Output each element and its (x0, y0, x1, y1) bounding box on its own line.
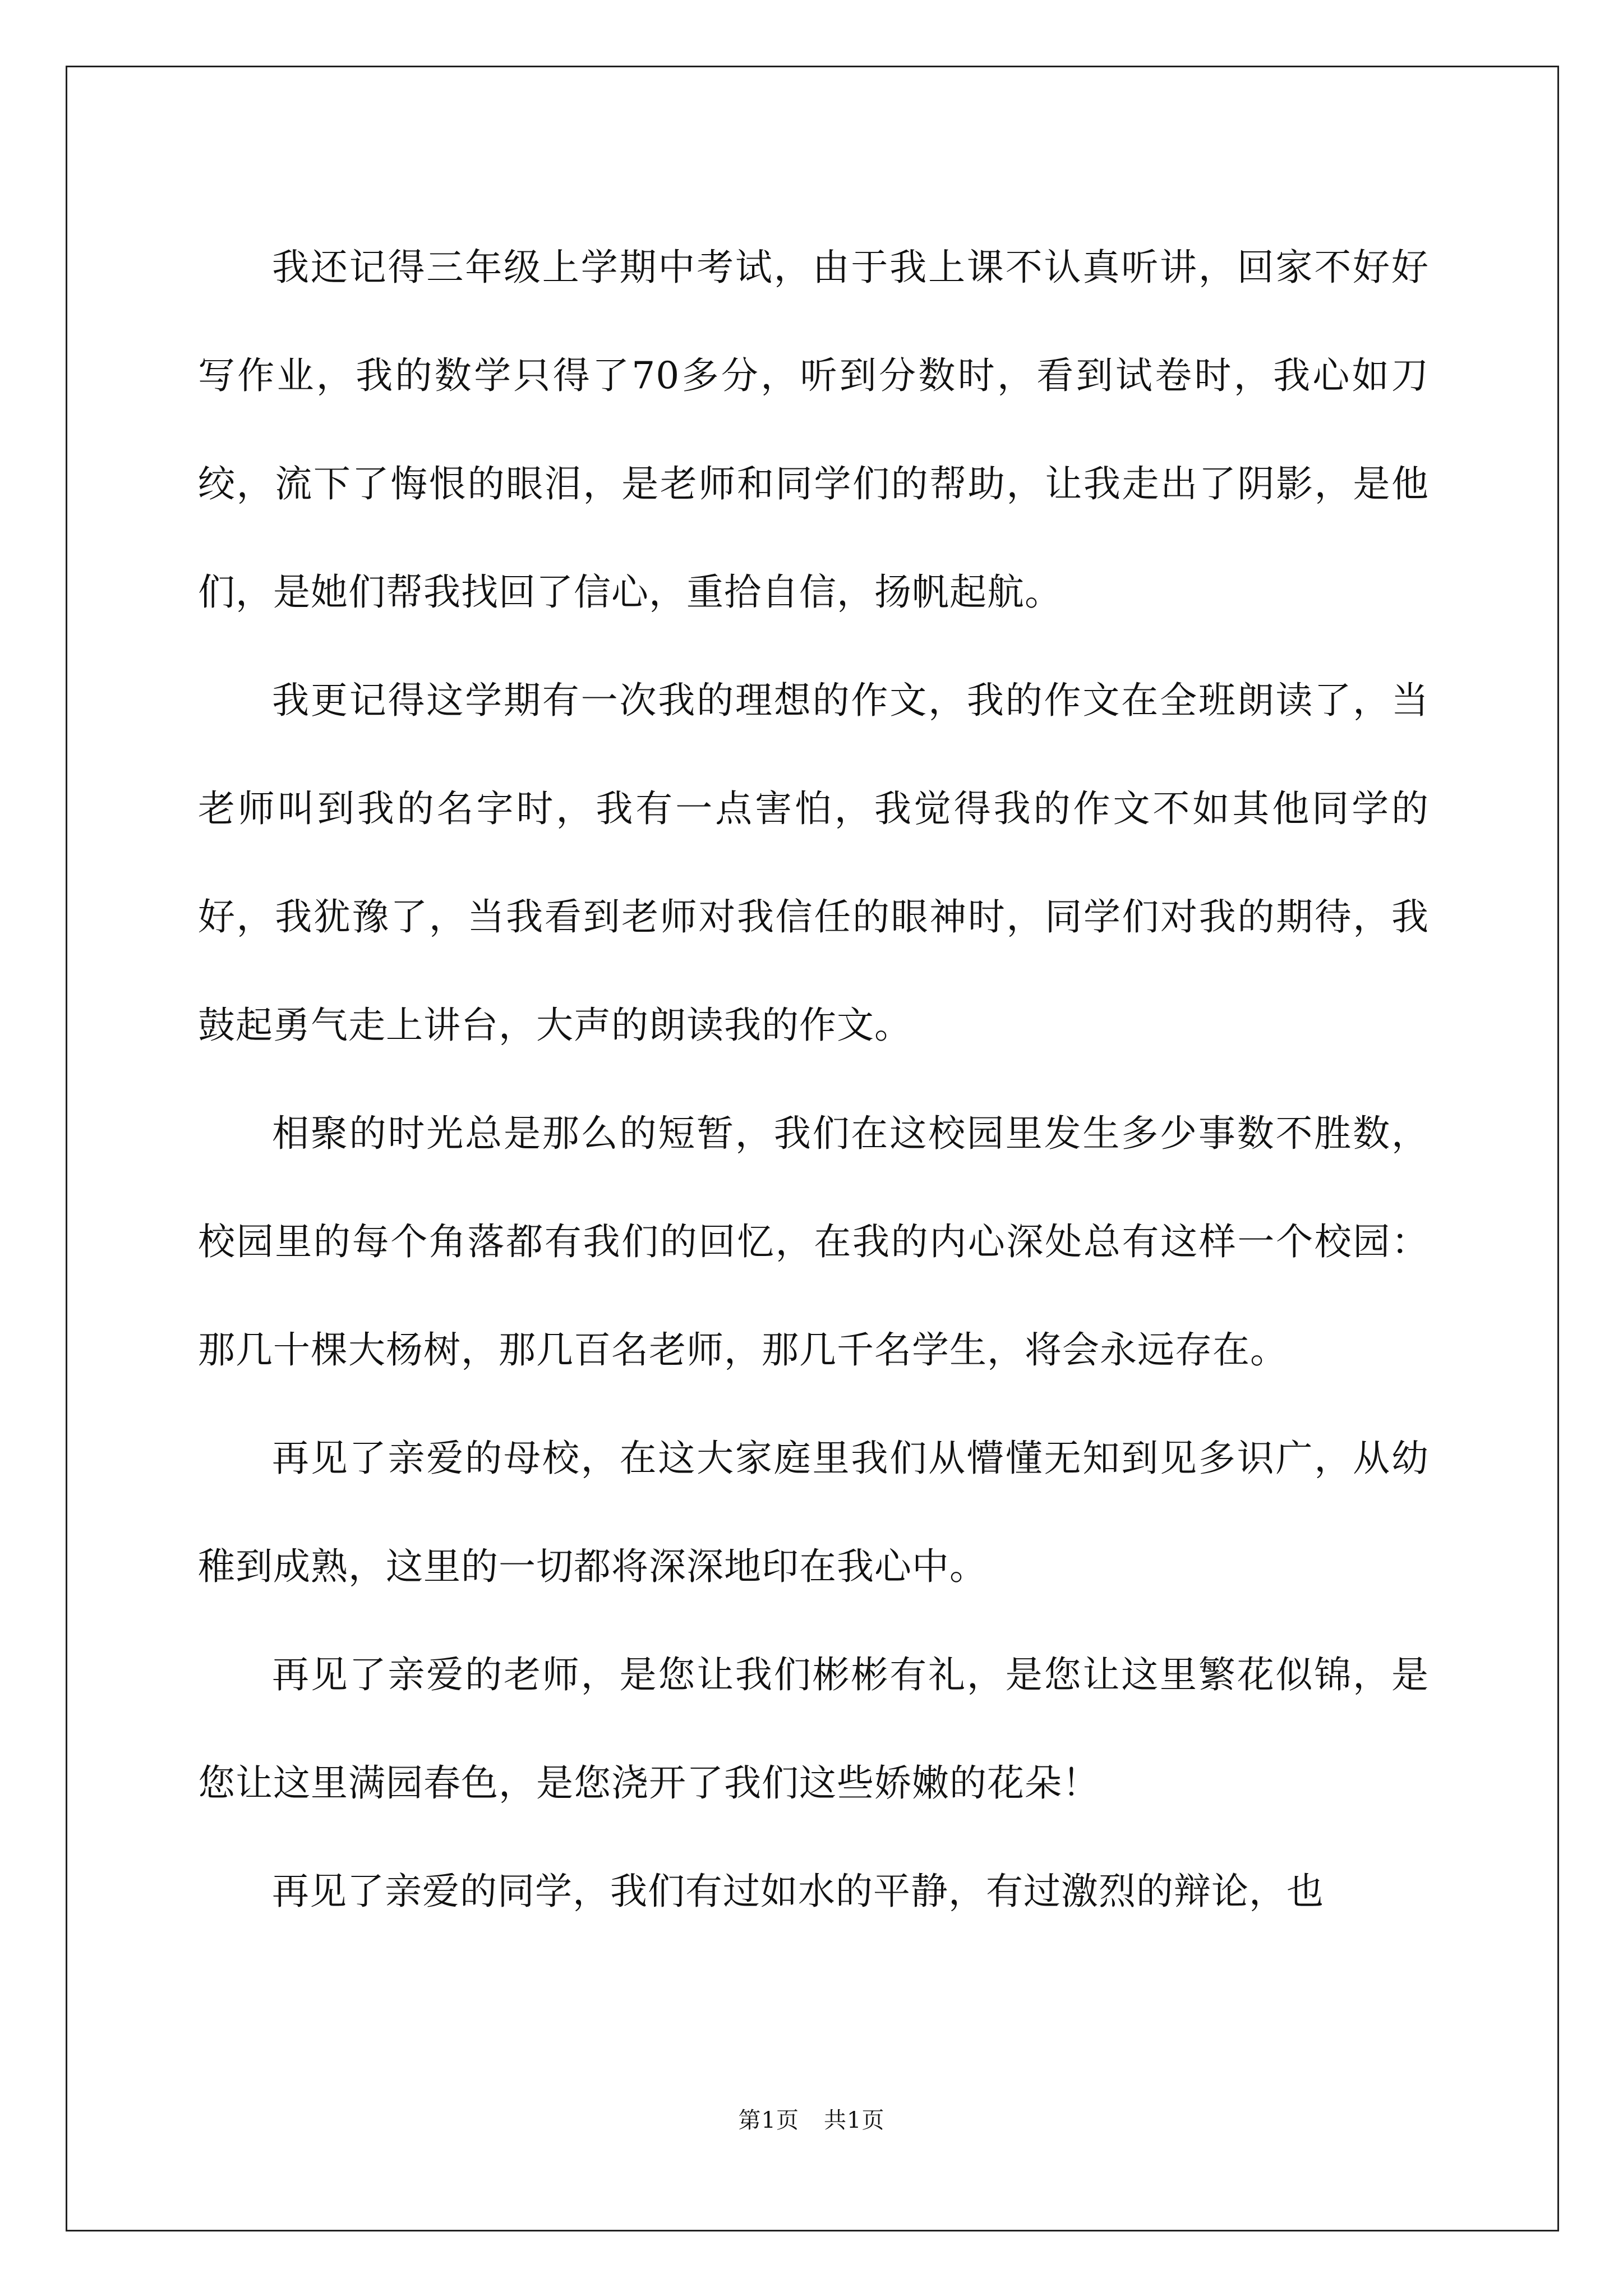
paragraph: 相聚的时光总是那么的短暂，我们在这校园里发生多少事数不胜数，校园里的每个角落都有我们的回忆，在我的内心深处总有这样一个校园：那几十棵大杨树，那几百名老师，那几千名学生，将会永远存在。 (198, 1112, 1429, 1372)
paragraph: 再见了亲爱的母校，在这大家庭里我们从懵懂无知到见多识广，从幼稚到成熟，这里的一切都将深深地印在我心中。 (198, 1437, 1429, 1588)
page-footer (0, 2102, 1623, 2134)
paragraph: 再见了亲爱的老师，是您让我们彬彬有礼，是您让这里繁花似锦，是您让这里满园春色，是您浇开了我们这些娇嫩的花朵！ (198, 1653, 1429, 1805)
page-number-current: 第1页 (738, 2108, 799, 2133)
paragraph: 再见了亲爱的同学，我们有过如水的平静，有过激烈的辩论，也 (272, 1870, 1324, 1913)
paragraph: 我更记得这学期有一次我的理想的作文，我的作文在全班朗读了，当老师叫到我的名字时，我有一点害怕，我觉得我的作文不如其他同学的好，我犹豫了，当我看到老师对我信任的眼神时，同学们对我的期待，我鼓起勇气走上讲台，大声的朗读我的作文。 (198, 679, 1429, 1047)
document-body (198, 213, 1429, 1945)
paragraph: 我还记得三年级上学期中考试，由于我上课不认真听讲，回家不好好写作业，我的数学只得了70多分，听到分数时，看到试卷时，我心如刀绞，流下了悔恨的眼泪，是老师和同学们的帮助，让我走出了阴影，是他们，是她们帮我找回了信心，重拾自信，扬帆起航。 (198, 246, 1429, 614)
page-number-total: 共1页 (824, 2108, 885, 2133)
